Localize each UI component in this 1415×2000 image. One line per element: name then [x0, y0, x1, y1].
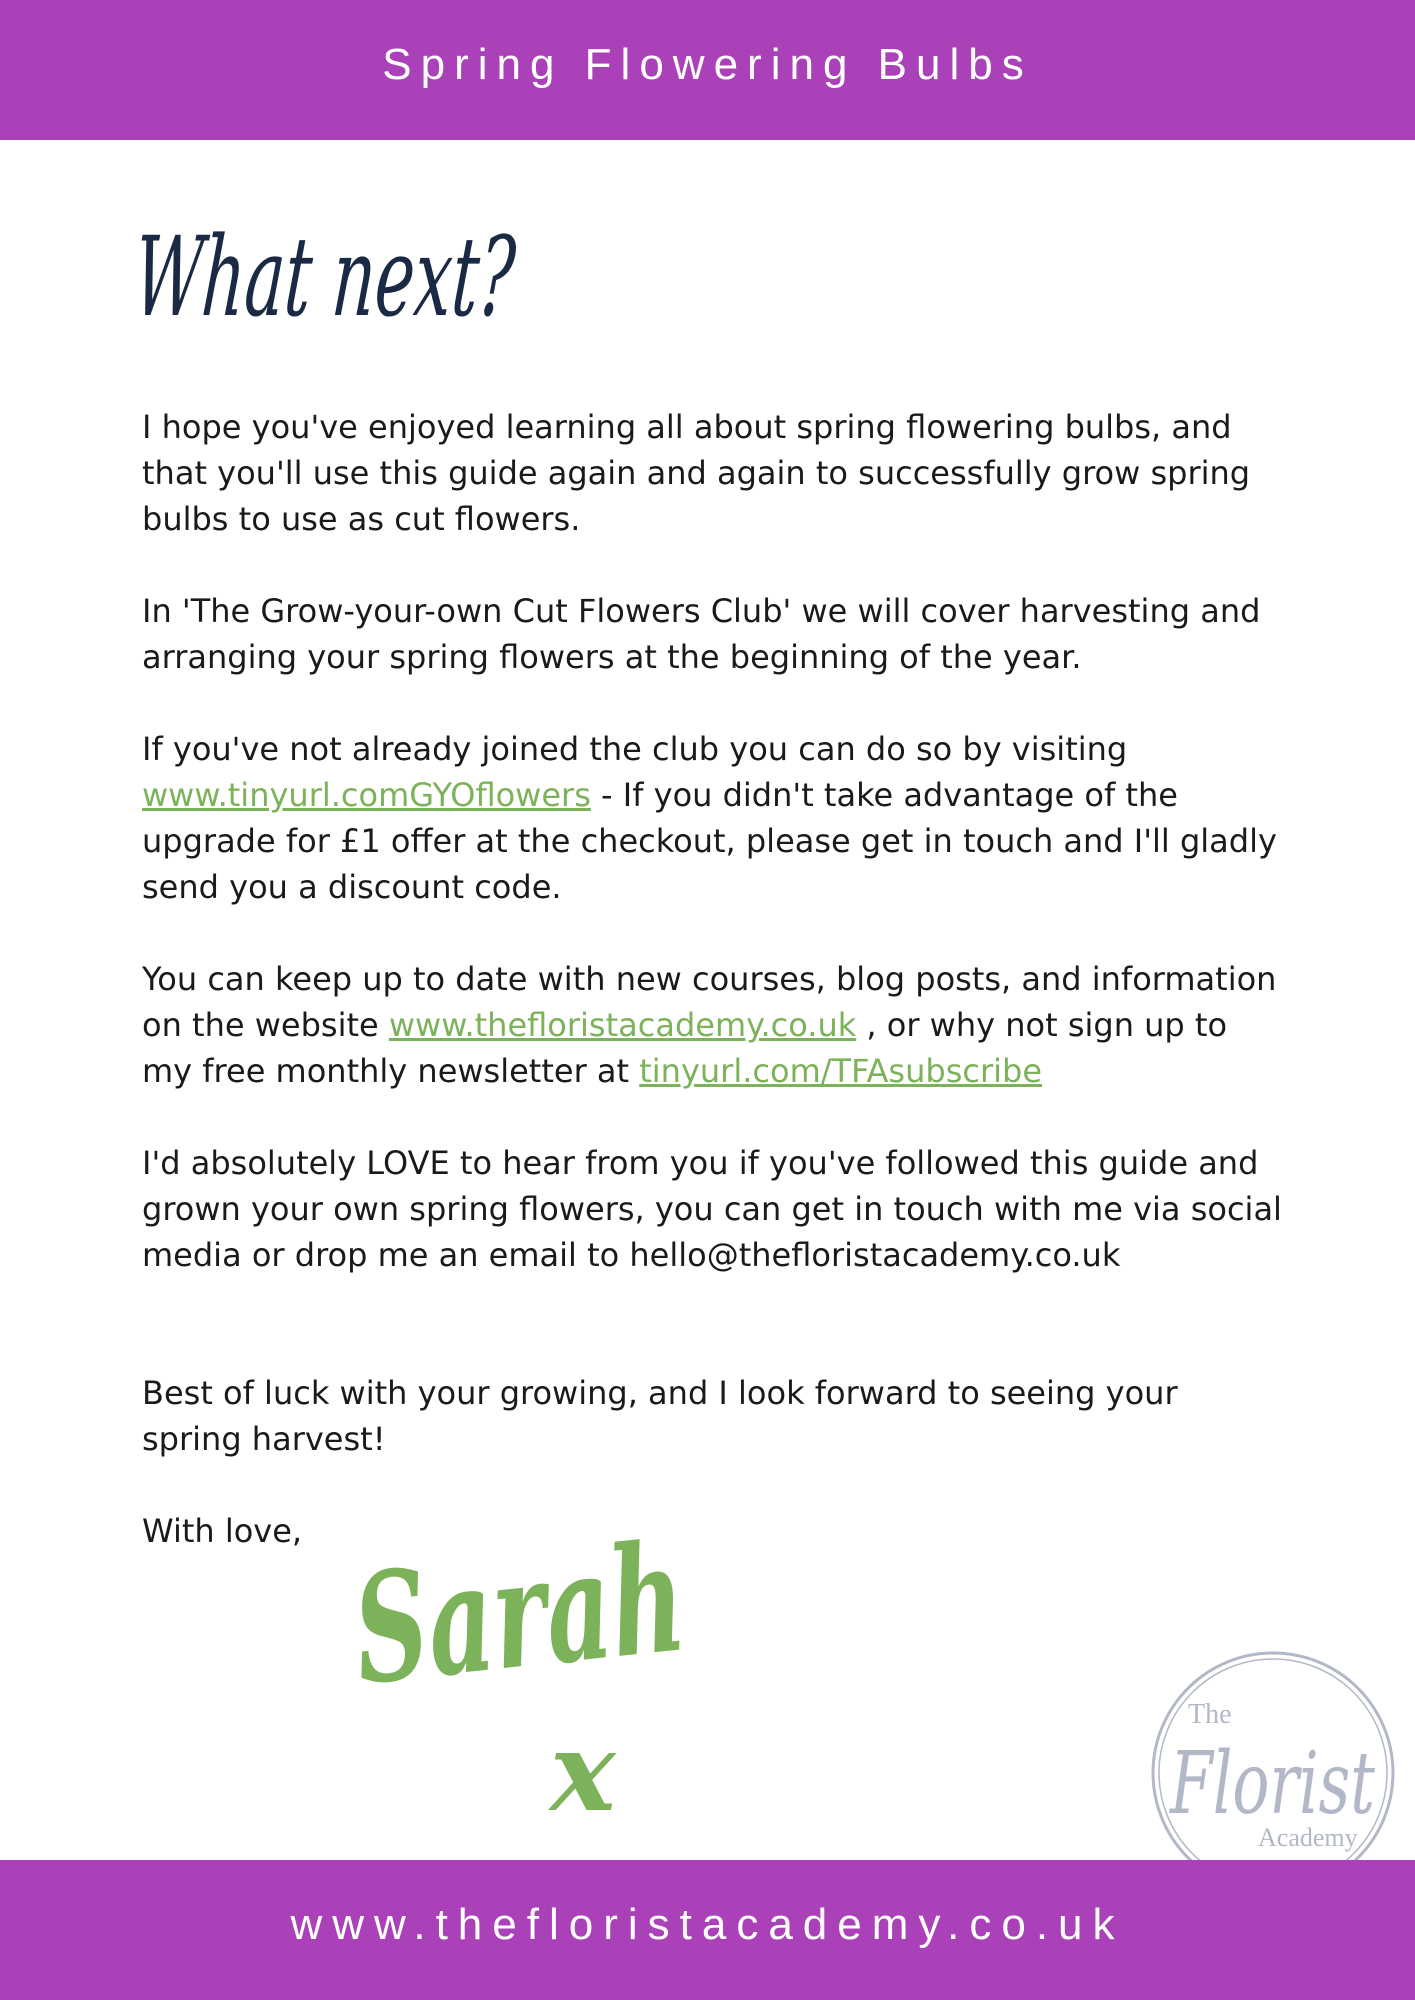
- signature: [346, 1492, 853, 1836]
- heading-text: What next?: [130, 213, 769, 341]
- letter-body: [142, 404, 1282, 1600]
- updates-text: You can keep up to date with new courses, blog posts, and information on the website: [142, 960, 1277, 1044]
- page-title: Spring Flowering Bulbs: [382, 40, 1033, 89]
- closing-text: With love,: [142, 1512, 303, 1550]
- paragraph-intro: I hope you've enjoyed learning all about spring flowering bulbs, and that you'll use this guide again and again to successfully grow spring bulbs to use as cut flowers.: [142, 408, 1251, 538]
- section-heading: [130, 200, 769, 350]
- logo-florist: Florist: [1168, 1734, 1376, 1834]
- join-text-after: - If you didn't take advantage of the upgrade for £1 offer at the checkout, please get in touch and I'll gladly send you a discount code.: [142, 776, 1277, 906]
- header-band: [0, 0, 1415, 140]
- logo-the: The: [1188, 1699, 1232, 1730]
- join-text: If you've not already joined the club you can do so by visiting: [142, 730, 1128, 768]
- footer-website-url[interactable]: www.thefloristacademy.co.uk: [290, 1900, 1125, 1949]
- paragraph-good-luck: Best of luck with your growing, and I look forward to seeing your spring harvest!: [142, 1374, 1178, 1458]
- paragraph-updates: [142, 956, 1282, 1094]
- newsletter-link[interactable]: tinyurl.com/TFAsubscribe: [639, 1052, 1042, 1090]
- logo-academy: Academy: [1258, 1823, 1358, 1852]
- paragraph-join: [142, 726, 1282, 910]
- signature-name: Sarah: [346, 1492, 853, 1719]
- footer-band: [0, 1860, 1415, 2000]
- updates-text-middle: , or why not sign up to my free monthly newsletter at: [142, 1006, 1228, 1090]
- paragraph-club: In 'The Grow-your-own Cut Flowers Club' we will cover harvesting and arranging your spring flowers at the beginning of the year.: [142, 592, 1261, 676]
- club-link[interactable]: www.tinyurl.comGYOflowers: [142, 776, 591, 814]
- signature-kiss: x: [550, 1707, 616, 1836]
- paragraph-contact: I'd absolutely LOVE to hear from you if you've followed this guide and grown your own spring flowers, you can get in touch with me via social media or drop me an email to hello@thefloristacademy.co.uk: [142, 1144, 1282, 1274]
- website-link[interactable]: www.thefloristacademy.co.uk: [388, 1006, 857, 1044]
